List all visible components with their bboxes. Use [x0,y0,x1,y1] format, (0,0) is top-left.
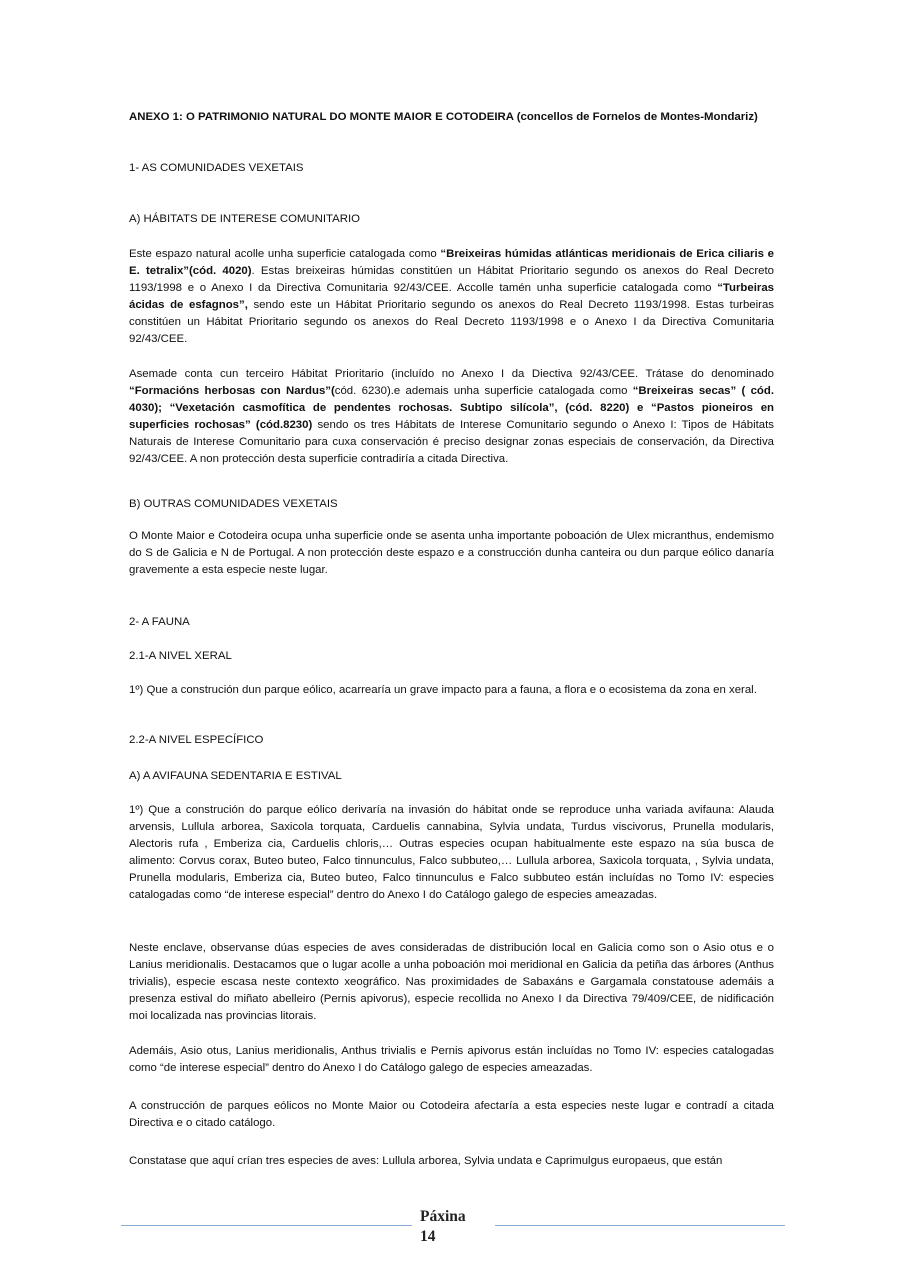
bold-run: “Breixeiras secas” ( cód. 4030); “Vexetación casmofítica de pendentes rochosas. Subtipo silícola”, (cód. 8220) e “Pastos pioneiros en superficies rochosas” (cód.8230) [129,384,774,431]
section-heading-habitats: A) HÁBITATS DE INTERESE COMUNITARIO [129,213,360,225]
paragraph-avifauna: 1º) Que a construción do parque eólico derivaría na invasión do hábitat onde se reproduce unha variada avifauna: Alauda arvensis, Lullula arborea, Saxicola torquata, Carduelis cannabina, Sylvia undata, Turdus viscivorus, Prunella modularis, Alectoris rufa , Emberiza cia, Carduelis chloris,… Outras especies ocupan habitualmente este espazo na súa busca de alimento: Corvus corax, Buteo buteo, Falco tinnunculus, Falco subbuteo,… Lullula arborea, Saxicola torquata, , Sylvia undata, Prunella modularis, Emberiza cia, Buteo buteo, Falco tinnunculus e Falco subbuteo están incluídas no Tomo IV: especies catalogadas como “de interese especial” dentro do Anexo I do Catálogo galego de especies ameazadas. [129,804,774,901]
text-run: Este espazo natural acolle unha superficie catalogada como [129,248,441,260]
section-heading-general: 2.1-A NIVEL XERAL [129,650,232,662]
paragraph-enclave: Neste enclave, observanse dúas especies de aves consideradas de distribución local en Galicia como son o Asio otus e o Lanius meridionalis. Destacamos que o lugar acolle a unha poboación moi meridional en Galicia da petiña das árbores (Anthus trivialis), especie escasa neste contexto xeográfico. Nas proximidades de Sabaxáns e Gargamala constatouse ademáis a presenza estival do miñato abelleiro (Pernis apivorus), especie recollida no Anexo I da Directiva 79/409/CEE, de nidificación moi localizada nas provincias litorais. [129,942,774,1022]
paragraph-habitats [129,246,774,347]
page-number-value: 14 [420,1228,436,1245]
paragraph-general-impact: 1º) Que a construción dun parque eólico, acarrearía un grave impacto para a fauna, a flora e o ecosistema da zona en xeral. [129,684,757,696]
paragraph-ulex: O Monte Maior e Cotodeira ocupa unha superficie onde se asenta unha importante poboación de Ulex micranthus, endemismo do S de Galicia e N de Portugal. A non protección deste espazo e a construcción dunha canteira ou dun parque eólico danaría gravemente a esta especie neste lugar. [129,530,774,576]
paragraph-wind-farms: A construcción de parques eólicos no Monte Maior ou Cotodeira afectaría a esta especies neste lugar e contradí a citada Directiva e o citado catálogo. [129,1100,774,1129]
page-footer [0,1207,906,1257]
section-heading-fauna: 2- A FAUNA [129,616,190,628]
section-heading-specific: 2.2-A NIVEL ESPECÍFICO [129,734,264,746]
text-run: Asemade conta cun terceiro Hábitat Prioritario (incluído no Anexo I da Diectiva 92/43/CEE. Trátase do denominado [129,368,774,380]
paragraph-catalogue: Ademáis, Asio otus, Lanius meridionalis, Anthus trivialis e Pernis apivorus están incluídas no Tomo IV: especies catalogadas como “de interese especial” dentro do Anexo I do Catálogo galego de especies ameazadas. [129,1045,774,1074]
bold-run: “Breixeiras húmidas atlánticas meridionais de Erica ciliaris e E. tetralix”(cód. 4020) [129,248,775,277]
text-run: cód. 6230).e ademais unha superficie catalogada como [334,384,633,397]
paragraph-third-habitat [129,366,774,467]
section-heading-avifauna: A) A AVIFAUNA SEDENTARIA E ESTIVAL [129,770,342,782]
bold-run: “Turbeiras ácidas de esfagnos”, [129,281,774,311]
text-run: sendo este un Hábitat Prioritario segundo os anexos do Real Decreto 1193/1998. Estas turbeiras constitúen un Hábitat Prioritario segundo os anexos do Real Decreto 1193/1998 e o Anexo I da Directiva Comunitaria 92/43/CEE. [129,298,774,345]
annex-title: ANEXO 1: O PATRIMONIO NATURAL DO MONTE MAIOR E COTODEIRA (concellos de Fornelos de Montes-Mondariz) [129,111,758,123]
text-run: sendo os tres Hábitats de Interese Comunitario segundo o Anexo I: Tipos de Hábitats Naturais de Interese Comunitario para cuxa conservación é preciso designar zonas especiais de conservación, da Directiva 92/43/CEE. A non protección desta superficie contradiría a citada Directiva. [129,418,774,465]
page-number [420,1207,466,1247]
text-run: . Estas breixeiras húmidas constitúen un Hábitat Prioritario segundo os anexos do Real Decreto 1193/1998 e o Anexo I da Directiva Comunitaria 92/43/CEE. Accolle tamén unha superficie catalogada como [129,264,774,294]
section-heading-vegetal: 1- AS COMUNIDADES VEXETAIS [129,162,304,174]
bold-run: “Formacións herbosas con Nardus”( [129,384,335,397]
page-label: Páxina [420,1208,466,1225]
footer-rule-left [121,1225,412,1226]
footer-rule-right [495,1225,785,1226]
paragraph-breeding: Constatase que aquí crían tres especies de aves: Lullula arborea, Sylvia undata e Caprimulgus europaeus, que están [129,1155,723,1167]
section-heading-other-vegetal: B) OUTRAS COMUNIDADES VEXETAIS [129,498,338,510]
